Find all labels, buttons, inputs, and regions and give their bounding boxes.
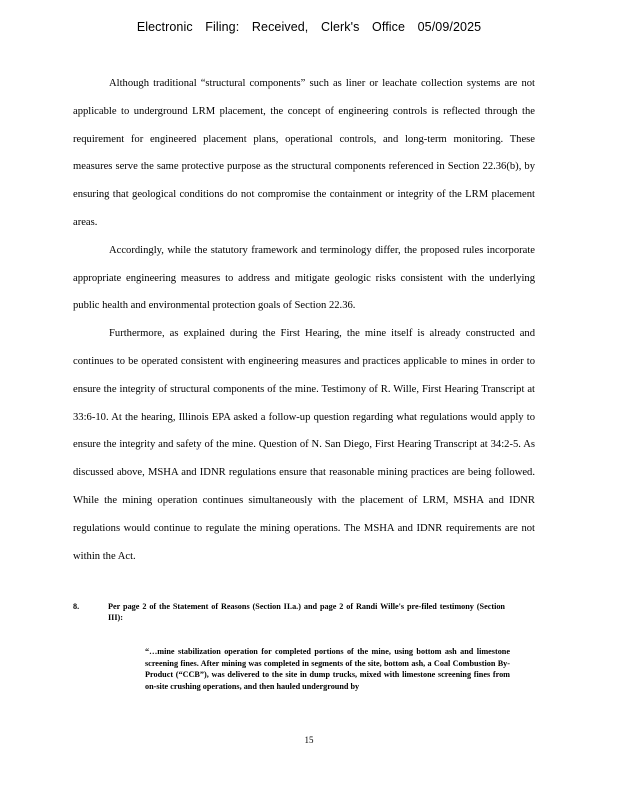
question-number: 8. [73,602,80,611]
block-quote: “…mine stabilization operation for completed portions of the mine, using bottom ash and limestone screening fines. After mining was completed in segments of the site, bottom ash, a Coal Combustion By-Product (“CCB”), was delivered to the site in dump trucks, mixed with limestone screening fines from on-site crushing operations, and then hauled underground by [145,647,510,691]
paragraph-accordingly: Accordingly, while the statutory framework and terminology differ, the proposed rules incorporate appropriate engineering measures to address and mitigate geologic risks consistent with the underlying public health and environmental protection goals of Section 22.36. [73,244,535,312]
question-item [73,602,505,623]
body-text [73,70,535,570]
paragraph-engineering-controls: Although traditional “structural components” such as liner or leachate collection systems are not applicable to underground LRM placement, the concept of engineering controls is reflected through the requirement for engineered placement plans, operational controls, and long-term monitoring. These measures serve the same protective purpose as the structural components referenced in Section 22.36(b), by ensuring that geological conditions do not compromise the containment or integrity of the LRM placement areas. [73,78,535,228]
filing-stamp-header: Electronic Filing: Received, Clerk's Office 05/09/2025 [136,20,482,34]
paragraph-furthermore: Furthermore, as explained during the First Hearing, the mine itself is already constructed and continues to be operated consistent with engineering measures and practices applicable to mines in order to ensure the integrity of structural components of the mine. Testimony of R. Wille, First Hearing Transcript at 33:6-10. At the hearing, Illinois EPA asked a follow-up question regarding what regulations would apply to ensure the integrity and safety of the mine. Question of N. San Diego, First Hearing Transcript at 34:2-5. As discussed above, MSHA and IDNR regulations ensure that reasonable mining practices are being followed. While the mining operation continues simultaneously with the placement of LRM, MSHA and IDNR regulations would continue to regulate the mining operations. The MSHA and IDNR requirements are not within the Act. [73,328,535,562]
question-text: Per page 2 of the Statement of Reasons (Section II.a.) and page 2 of Randi Wille's pre-filed testimony (Section III): [108,602,505,622]
page-number: 15 [304,735,314,745]
